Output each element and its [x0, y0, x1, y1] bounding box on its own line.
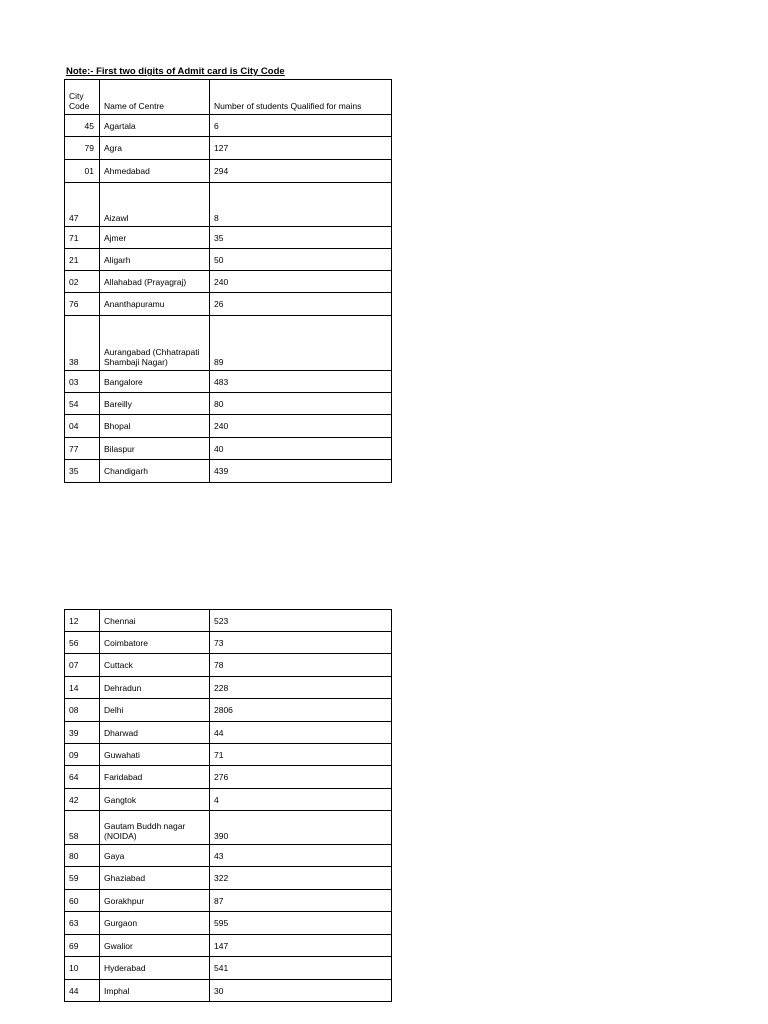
qualified-count-cell: 439 — [210, 460, 392, 483]
qualified-count-cell: 322 — [210, 867, 392, 890]
table-row — [65, 867, 392, 890]
table-header-row — [65, 80, 392, 115]
qualified-count-cell: 89 — [210, 316, 392, 371]
header-name-of-centre: Name of Centre — [100, 80, 210, 115]
centre-name-cell: Ajmer — [100, 227, 210, 249]
centre-name-cell: Ahmedabad — [100, 160, 210, 183]
city-code-cell: 79 — [65, 137, 100, 160]
qualified-count-cell: 40 — [210, 438, 392, 460]
qualified-count-cell: 87 — [210, 890, 392, 912]
table-row — [65, 722, 392, 744]
qualified-count-cell: 80 — [210, 393, 392, 415]
table-row — [65, 766, 392, 789]
qualified-count-cell: 4 — [210, 789, 392, 811]
table-row — [65, 183, 392, 227]
table-row — [65, 744, 392, 766]
city-code-cell: 44 — [65, 980, 100, 1002]
table-row — [65, 890, 392, 912]
table-row — [65, 957, 392, 980]
centre-name-cell: Delhi — [100, 699, 210, 722]
city-code-cell: 38 — [65, 316, 100, 371]
centre-name-cell: Gorakhpur — [100, 890, 210, 912]
centre-name-cell: Bilaspur — [100, 438, 210, 460]
table-row — [65, 845, 392, 867]
table-row — [65, 912, 392, 935]
city-code-cell: 64 — [65, 766, 100, 789]
qualified-count-cell: 483 — [210, 371, 392, 393]
qualified-count-cell: 26 — [210, 293, 392, 316]
city-code-cell: 42 — [65, 789, 100, 811]
qualified-count-cell: 71 — [210, 744, 392, 766]
qualified-count-cell: 8 — [210, 183, 392, 227]
city-code-cell: 10 — [65, 957, 100, 980]
city-code-cell: 35 — [65, 460, 100, 483]
centre-name-cell: Gurgaon — [100, 912, 210, 935]
city-code-cell: 47 — [65, 183, 100, 227]
qualified-count-cell: 35 — [210, 227, 392, 249]
centre-name-cell: Bangalore — [100, 371, 210, 393]
centres-table-1 — [64, 79, 392, 483]
city-code-cell: 60 — [65, 890, 100, 912]
city-code-cell: 58 — [65, 811, 100, 845]
centre-name-cell: Cuttack — [100, 654, 210, 677]
table-row — [65, 632, 392, 654]
table-row — [65, 271, 392, 293]
centre-name-cell: Ghaziabad — [100, 867, 210, 890]
centre-name-cell: Dehradun — [100, 677, 210, 699]
table-row — [65, 610, 392, 632]
centre-name-cell: Allahabad (Prayagraj) — [100, 271, 210, 293]
centre-name-cell: Imphal — [100, 980, 210, 1002]
table-row — [65, 160, 392, 183]
city-code-cell: 39 — [65, 722, 100, 744]
qualified-count-cell: 523 — [210, 610, 392, 632]
table-row — [65, 438, 392, 460]
qualified-count-cell: 127 — [210, 137, 392, 160]
city-code-cell: 03 — [65, 371, 100, 393]
qualified-count-cell: 240 — [210, 271, 392, 293]
table-row — [65, 393, 392, 415]
centre-name-cell: Hyderabad — [100, 957, 210, 980]
city-code-cell: 63 — [65, 912, 100, 935]
table-row — [65, 677, 392, 699]
qualified-count-cell: 30 — [210, 980, 392, 1002]
table-row — [65, 811, 392, 845]
centre-name-cell: Bareilly — [100, 393, 210, 415]
table-row — [65, 415, 392, 438]
city-code-cell: 45 — [65, 115, 100, 137]
centres-table-2 — [64, 609, 392, 1002]
city-code-cell: 02 — [65, 271, 100, 293]
centre-name-cell: Dharwad — [100, 722, 210, 744]
qualified-count-cell: 541 — [210, 957, 392, 980]
centre-name-cell: Bhopal — [100, 415, 210, 438]
qualified-count-cell: 595 — [210, 912, 392, 935]
header-students-qualified: Number of students Qualified for mains — [210, 80, 392, 115]
city-code-cell: 77 — [65, 438, 100, 460]
table-row — [65, 699, 392, 722]
table-row — [65, 371, 392, 393]
table-row — [65, 935, 392, 957]
table-row — [65, 227, 392, 249]
qualified-count-cell: 2806 — [210, 699, 392, 722]
centre-name-cell: Aurangabad (Chhatrapati Shambaji Nagar) — [100, 316, 210, 371]
city-code-cell: 56 — [65, 632, 100, 654]
centre-name-cell: Coimbatore — [100, 632, 210, 654]
centre-name-cell: Gwalior — [100, 935, 210, 957]
table-row — [65, 249, 392, 271]
city-code-cell: 08 — [65, 699, 100, 722]
table-row — [65, 654, 392, 677]
city-code-cell: 54 — [65, 393, 100, 415]
centre-name-cell: Chandigarh — [100, 460, 210, 483]
city-code-cell: 59 — [65, 867, 100, 890]
centre-name-cell: Agra — [100, 137, 210, 160]
qualified-count-cell: 390 — [210, 811, 392, 845]
centre-name-cell: Faridabad — [100, 766, 210, 789]
city-code-cell: 09 — [65, 744, 100, 766]
centre-name-cell: Ananthapuramu — [100, 293, 210, 316]
city-code-cell: 21 — [65, 249, 100, 271]
qualified-count-cell: 73 — [210, 632, 392, 654]
centre-name-cell: Agartala — [100, 115, 210, 137]
qualified-count-cell: 240 — [210, 415, 392, 438]
qualified-count-cell: 6 — [210, 115, 392, 137]
city-code-cell: 01 — [65, 160, 100, 183]
city-code-cell: 80 — [65, 845, 100, 867]
header-city-code: City Code — [65, 80, 100, 115]
centre-name-cell: Guwahati — [100, 744, 210, 766]
centre-name-cell: Gangtok — [100, 789, 210, 811]
city-code-cell: 76 — [65, 293, 100, 316]
qualified-count-cell: 276 — [210, 766, 392, 789]
city-code-note: Note:- First two digits of Admit card is City Code — [66, 66, 285, 77]
table-row — [65, 115, 392, 137]
table-row — [65, 137, 392, 160]
centre-name-cell: Aligarh — [100, 249, 210, 271]
table-row — [65, 980, 392, 1002]
city-code-cell: 12 — [65, 610, 100, 632]
city-code-cell: 14 — [65, 677, 100, 699]
table-row — [65, 293, 392, 316]
table-row — [65, 789, 392, 811]
city-code-cell: 07 — [65, 654, 100, 677]
table-row — [65, 460, 392, 483]
centre-name-cell: Gautam Buddh nagar (NOIDA) — [100, 811, 210, 845]
qualified-count-cell: 78 — [210, 654, 392, 677]
centre-name-cell: Aizawl — [100, 183, 210, 227]
qualified-count-cell: 50 — [210, 249, 392, 271]
qualified-count-cell: 294 — [210, 160, 392, 183]
qualified-count-cell: 44 — [210, 722, 392, 744]
centre-name-cell: Chennai — [100, 610, 210, 632]
city-code-cell: 04 — [65, 415, 100, 438]
centre-name-cell: Gaya — [100, 845, 210, 867]
city-code-cell: 69 — [65, 935, 100, 957]
qualified-count-cell: 147 — [210, 935, 392, 957]
qualified-count-cell: 228 — [210, 677, 392, 699]
city-code-cell: 71 — [65, 227, 100, 249]
table-row — [65, 316, 392, 371]
qualified-count-cell: 43 — [210, 845, 392, 867]
